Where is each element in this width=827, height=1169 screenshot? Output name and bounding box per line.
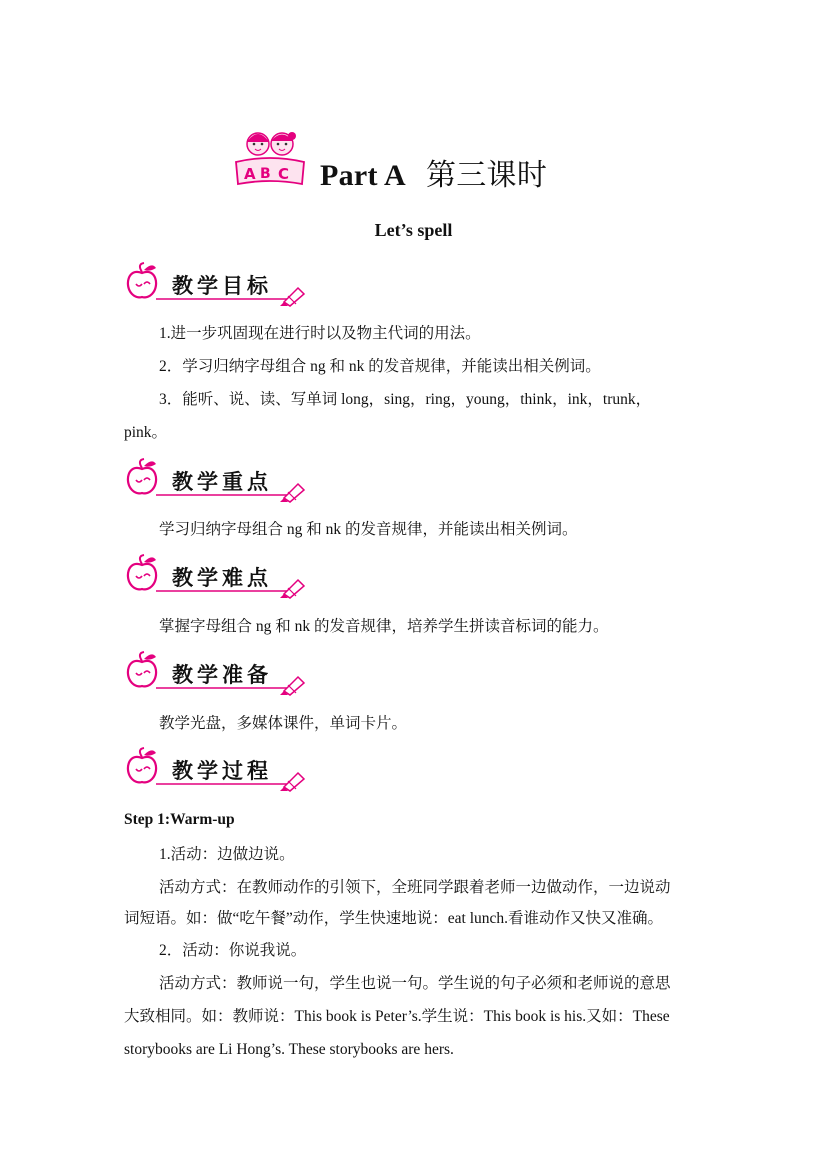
title-lesson: 第三课时 — [425, 158, 548, 193]
page-subtitle: Let’s spell — [374, 220, 453, 240]
title-part: Part A — [320, 159, 406, 192]
difficulties-text: 掌握字母组合 ng 和 nk 的发音规律，培养学生拼读音标词的能力。 — [159, 618, 609, 635]
step-heading: Step 1:Warm-up — [124, 811, 235, 828]
activity-1-line-2: 词短语。如：做“吃午餐”动作，学生快速地说：eat lunch.看谁动作又快又准确。 — [124, 910, 664, 927]
objective-line-2: 2．学习归纳字母组合 ng 和 nk 的发音规律，并能读出相关例词。 — [159, 358, 601, 375]
section-title: 教学目标 — [172, 274, 272, 298]
svg-text:A: A — [244, 165, 256, 183]
svg-text:B: B — [260, 166, 271, 182]
section-header-objectives — [122, 262, 312, 310]
activity-2-line-2: 大致相同。如：教师说：This book is Peter’s.学生说：This book is his.又如：These — [124, 1008, 670, 1025]
section-header-process — [122, 747, 312, 795]
activity-2-title: 2．活动：你说我说。 — [159, 942, 307, 959]
objective-line-1: 1.进一步巩固现在进行时以及物主代词的用法。 — [159, 325, 481, 342]
page-title — [320, 150, 547, 194]
section-title: 教学准备 — [172, 663, 272, 687]
section-header-difficulties — [122, 554, 312, 602]
section-title: 教学难点 — [172, 566, 272, 590]
svg-text:C: C — [278, 165, 290, 183]
key-points-text: 学习归纳字母组合 ng 和 nk 的发音规律，并能读出相关例词。 — [159, 521, 578, 538]
activity-2-line-1: 活动方式：教师说一句，学生也说一句。学生说的句子必须和老师说的意思 — [159, 975, 671, 992]
activity-2-line-3: storybooks are Li Hong’s. These storybooks are hers. — [124, 1041, 454, 1058]
section-title: 教学重点 — [172, 470, 272, 494]
activity-1-title: 1.活动：边做边说。 — [159, 846, 295, 863]
objective-line-4: pink。 — [124, 424, 168, 441]
activity-1-line-1: 活动方式：在教师动作的引领下，全班同学跟着老师一边做动作，一边说动 — [159, 879, 671, 896]
preparation-text: 教学光盘，多媒体课件，单词卡片。 — [159, 715, 408, 732]
section-header-key-points — [122, 458, 312, 506]
objective-line-3: 3．能听、说、读、写单词 long，sing，ring，young，think，ink，trunk， — [159, 391, 652, 408]
section-title: 教学过程 — [172, 759, 272, 783]
abc-kids-logo — [232, 122, 308, 190]
section-header-preparation — [122, 651, 312, 699]
